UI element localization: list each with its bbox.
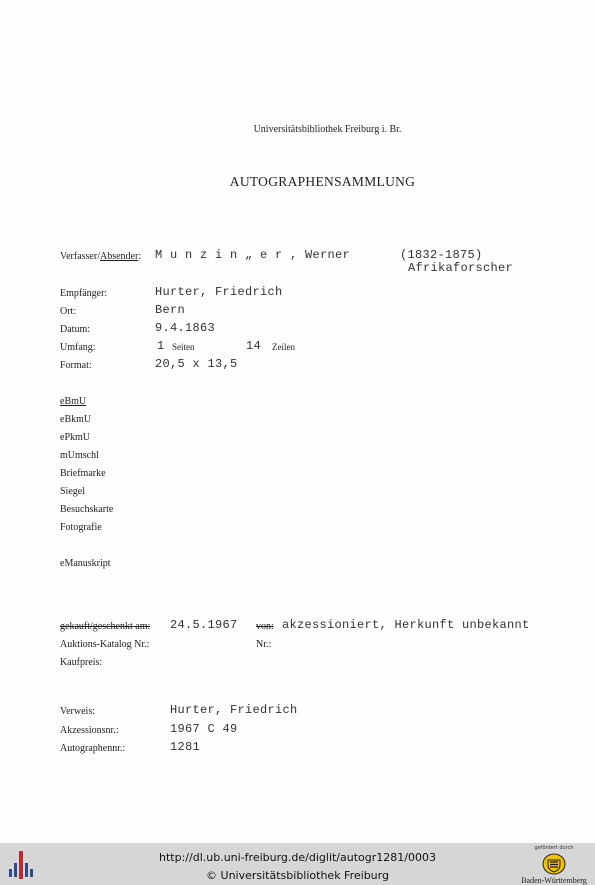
catalog-nr-label: Nr.: bbox=[256, 639, 272, 650]
author-label-absender: Absender bbox=[99, 251, 139, 262]
footer-url[interactable]: http://dl.ub.uni-freiburg.de/diglit/autogr1281/0003 bbox=[159, 851, 436, 864]
autograph-number-value: 1281 bbox=[170, 740, 201, 754]
catalog-label: Auktions-Katalog Nr.: bbox=[60, 639, 150, 650]
category-besuchskarte: Besuchskarte bbox=[60, 504, 114, 515]
recipient-label: Empfänger: bbox=[60, 288, 108, 299]
acquisition-label-geschenkt: geschenkt bbox=[92, 621, 133, 632]
category-ebkmu: eBkmU bbox=[60, 414, 92, 425]
category-epkmu: ePkmU bbox=[60, 432, 90, 443]
date-value: 9.4.1863 bbox=[155, 321, 216, 335]
manuscript-label: eManuskript bbox=[60, 558, 111, 569]
footer-copyright: © Universitätsbibliothek Freiburg bbox=[206, 869, 389, 882]
bw-funding-text: gefördert durch bbox=[534, 845, 574, 851]
acquisition-label-gekauft: gekauft/ bbox=[60, 621, 93, 632]
bw-name-text: Baden-Württemberg bbox=[521, 876, 587, 885]
author-label-colon: : bbox=[138, 251, 142, 262]
price-label: Kaufpreis: bbox=[60, 657, 103, 668]
extent-lines: 14 bbox=[246, 339, 262, 353]
acquisition-von-label: von: bbox=[256, 621, 274, 632]
author-note: Afrikaforscher bbox=[408, 261, 514, 275]
institution-heading: Universitätsbibliothek Freiburg i. Br. bbox=[253, 124, 402, 135]
author-label bbox=[60, 251, 141, 262]
recipient-value: Hurter, Friedrich bbox=[155, 285, 283, 299]
category-fotografie: Fotografie bbox=[60, 522, 102, 533]
category-siegel: Siegel bbox=[60, 486, 85, 497]
date-label: Datum: bbox=[60, 324, 90, 335]
category-ebmu: eBmU bbox=[60, 396, 87, 407]
author-value: M u n z i n „ e r , Werner bbox=[155, 248, 351, 262]
verweis-value: Hurter, Friedrich bbox=[170, 703, 298, 717]
coat-of-arms-icon bbox=[542, 853, 566, 875]
category-mumschl: mUmschl bbox=[60, 450, 99, 461]
format-label: Format: bbox=[60, 360, 92, 371]
acquisition-von-value: akzessioniert, Herkunft unbekannt bbox=[282, 618, 530, 632]
footer-bar bbox=[0, 843, 595, 885]
collection-title: AUTOGRAPHENSAMMLUNG bbox=[229, 174, 416, 189]
place-value: Bern bbox=[155, 303, 186, 317]
accession-value: 1967 C 49 bbox=[170, 722, 238, 736]
category-briefmarke: Briefmarke bbox=[60, 468, 106, 479]
acquisition-label bbox=[60, 621, 150, 632]
extent-lines-unit: Zeilen bbox=[272, 342, 295, 352]
extent-pages: 1 bbox=[157, 339, 165, 353]
extent-label: Umfang: bbox=[60, 342, 96, 353]
verweis-label: Verweis: bbox=[60, 706, 95, 717]
format-value: 20,5 x 13,5 bbox=[155, 357, 238, 371]
acquisition-label-am: am: bbox=[132, 621, 151, 632]
accession-label: Akzessionsnr.: bbox=[60, 725, 119, 736]
place-label: Ort: bbox=[60, 306, 77, 317]
acquisition-date: 24.5.1967 bbox=[170, 618, 238, 632]
baden-wuerttemberg-logo bbox=[518, 845, 590, 885]
extent-pages-unit: Seiten bbox=[172, 342, 195, 352]
author-dates: (1832-1875) bbox=[400, 248, 483, 262]
autograph-number-label: Autographennr.: bbox=[60, 743, 126, 754]
author-label-prefix: Verfasser/ bbox=[60, 251, 100, 262]
